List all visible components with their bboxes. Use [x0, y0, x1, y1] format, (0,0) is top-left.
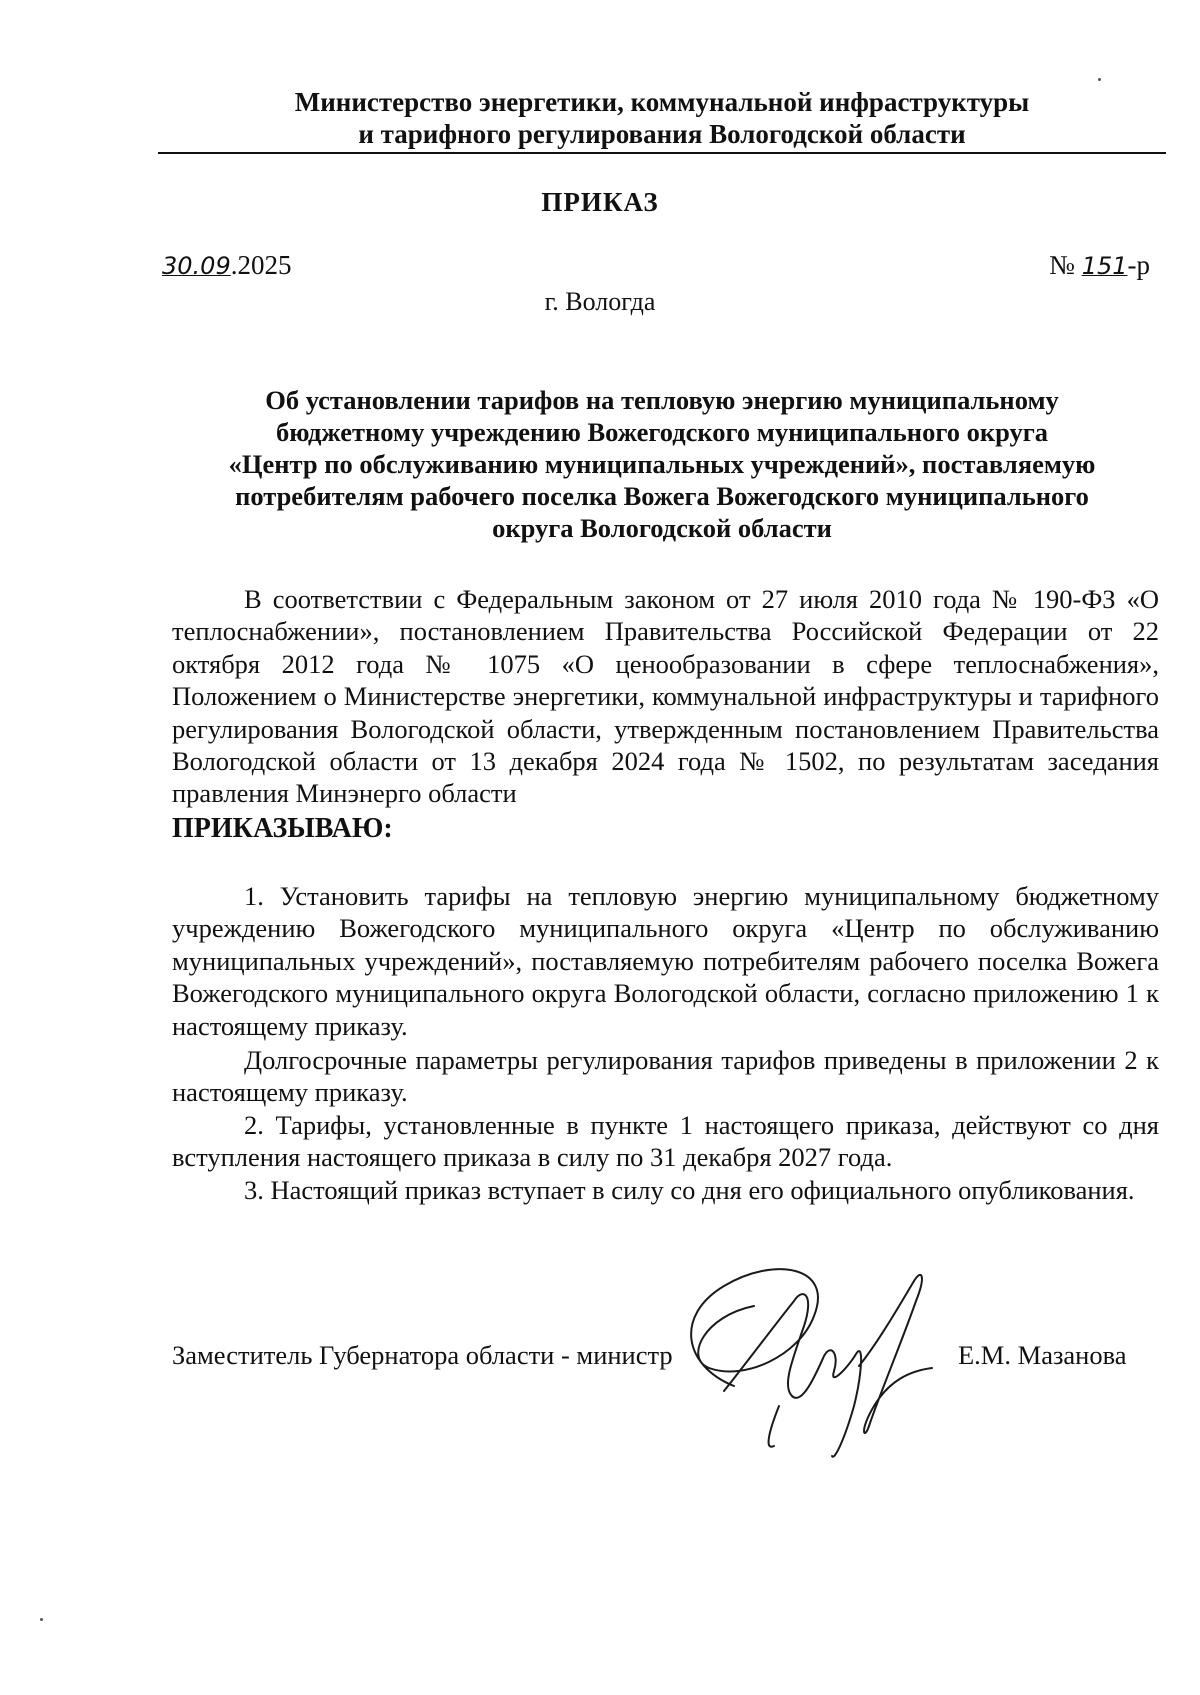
order-date-handwritten: 30.09	[162, 252, 231, 280]
subject-line: Об установлении тарифов на тепловую энергию муниципальному	[265, 385, 1059, 415]
signatory-position: Заместитель Губернатора области - министр	[172, 1340, 673, 1370]
scan-speck	[1098, 78, 1101, 81]
scan-speck	[40, 1618, 43, 1621]
header-divider	[158, 152, 1166, 154]
order-subject	[158, 384, 1166, 544]
order-date	[162, 250, 291, 281]
order-item-3: 3. Настоящий приказ вступает в силу со дня его официального опубликования.	[244, 1175, 1135, 1205]
order-date-year: .2025	[230, 250, 292, 280]
handwritten-signature	[664, 1256, 964, 1476]
order-number	[1049, 250, 1150, 281]
subject-line: округа Вологодской области	[492, 513, 832, 543]
signatory-name: Е.М. Мазанова	[958, 1340, 1127, 1370]
order-number-suffix: -р	[1127, 250, 1150, 280]
ministry-name-line-1: Министерство энергетики, коммунальной инфраструктуры	[294, 87, 1030, 117]
order-title: ПРИКАЗ	[541, 187, 659, 217]
subject-line: потребителям рабочего поселка Вожега Вожегодского муниципального	[235, 481, 1089, 511]
order-item-1: 1. Установить тарифы на тепловую энергию муниципальному бюджетному учреждению Вожегодского муниципального округа «Центр по обслуживанию муниципальных учреждений», поставляемую потребителям рабочего поселка Вожега Вожегодского муниципального округа Вологодской области, согласно приложению 1 к настоящему приказу.	[172, 881, 1159, 1041]
order-item-2: 2. Тарифы, установленные в пункте 1 настоящего приказа, действуют со дня вступления настоящего приказа в силу по 31 декабря 2027 года.	[172, 1110, 1159, 1173]
order-city: г. Вологда	[544, 287, 656, 316]
ministry-name-line-2: и тарифного регулирования Вологодской области	[358, 119, 966, 149]
order-verb: ПРИКАЗЫВАЮ:	[172, 813, 393, 844]
signature-loop-stroke	[691, 1269, 818, 1386]
preamble-paragraph: В соответствии с Федеральным законом от 27 июля 2010 года № 190-ФЗ «О теплоснабжении», постановлением Правительства Российской Федерации от 22 октября 2012 года № 1075 «О ценообразовании в сфере теплоснабжения», Положением о Министерстве энергетики, коммунальной инфраструктуры и тарифного регулирования Вологодской области, утвержденным постановлением Правительства Вологодской области от 13 декабря 2024 года № 1502, по результатам заседания правления Минэнерго области	[172, 584, 1159, 809]
order-number-handwritten: 151	[1081, 252, 1128, 280]
subject-line: бюджетному учреждению Вожегодского муниципального округа	[275, 417, 1049, 447]
order-number-prefix: №	[1049, 250, 1082, 280]
subject-line: «Центр по обслуживанию муниципальных учреждений», поставляемую	[228, 449, 1096, 479]
signature-tail-stroke	[859, 1275, 932, 1433]
signature-main-stroke	[724, 1294, 861, 1457]
order-item-1-extra: Долгосрочные параметры регулирования тарифов приведены в приложении 2 к настоящему приказу.	[172, 1045, 1159, 1108]
signature-hook-stroke	[769, 1406, 779, 1447]
